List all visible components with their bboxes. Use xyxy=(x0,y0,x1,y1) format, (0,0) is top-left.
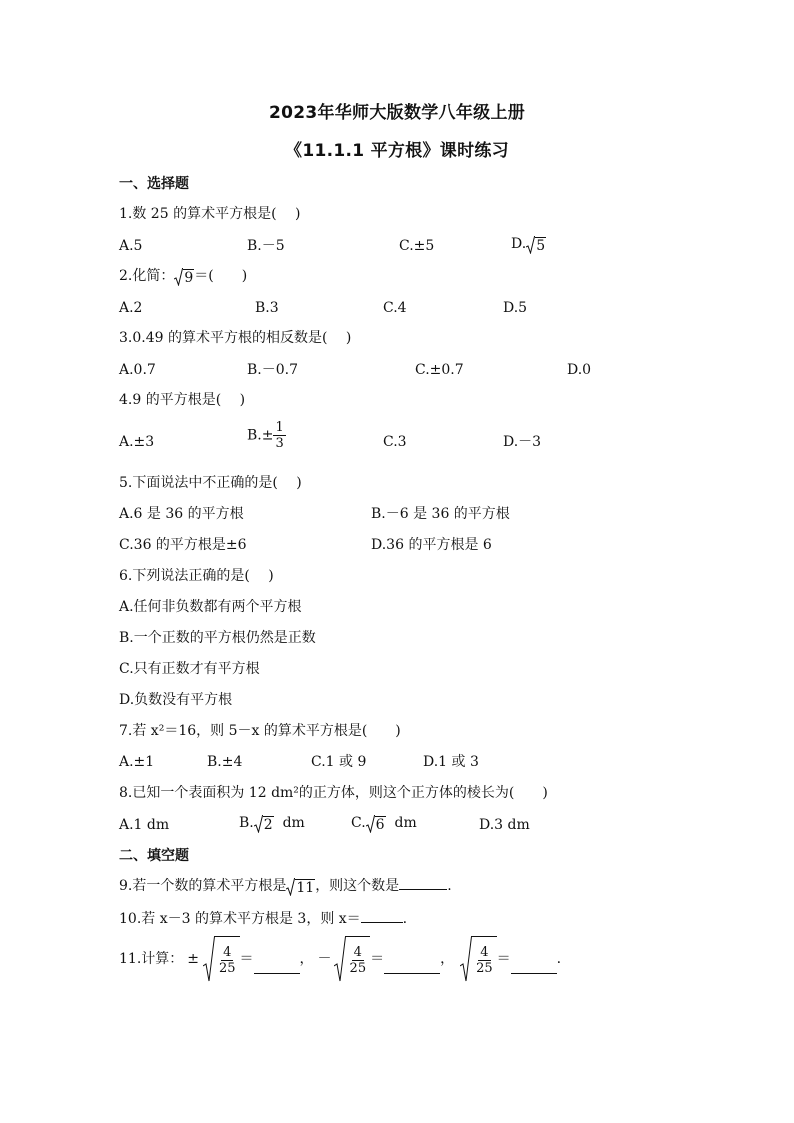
q5-option-a: A.6 是 36 的平方根 xyxy=(119,506,244,522)
q3-option-a: A.0.7 xyxy=(119,362,156,378)
q5-option-c: C.36 的平方根是±6 xyxy=(119,537,247,553)
sqrt-symbol xyxy=(526,236,546,254)
q10-end: . xyxy=(402,911,408,927)
q8-option-d: D.3 dm xyxy=(479,817,530,833)
question-3-stem: 3.0.49 的算术平方根的相反数是( ) xyxy=(119,330,352,346)
answer-blank[interactable] xyxy=(254,959,300,974)
q3-option-d: D.0 xyxy=(567,362,592,378)
q10-prefix: 10.若 x－3 的算术平方根是 3，则 x＝ xyxy=(119,911,361,927)
q6-option-d: D.负数没有平方根 xyxy=(119,692,233,708)
q4-option-c: C.3 xyxy=(383,434,407,450)
question-1-stem: 1.数 25 的算术平方根是( ) xyxy=(119,206,301,222)
q2-radicand: 9 xyxy=(184,270,194,286)
q4-option-a: A.±3 xyxy=(119,434,155,450)
q2-option-a: A.2 xyxy=(119,300,143,316)
q9-prefix: 9.若一个数的算术平方根是 xyxy=(119,878,287,894)
question-11-stem xyxy=(119,936,561,982)
q7-option-a: A.±1 xyxy=(119,754,155,770)
answer-blank[interactable] xyxy=(384,959,440,974)
q1-option-a: A.5 xyxy=(119,238,143,254)
question-5-stem: 5.下面说法中不正确的是( ) xyxy=(119,475,302,491)
sqrt-fraction-1 xyxy=(203,936,240,982)
q6-option-c: C.只有正数才有平方根 xyxy=(119,661,260,677)
q3-option-b: B.－0.7 xyxy=(247,362,299,378)
q9-suffix: ，则这个数是 xyxy=(315,878,400,894)
q8-option-c-label: C. xyxy=(351,815,366,831)
q7-option-b: B.±4 xyxy=(207,754,243,770)
sqrt-symbol xyxy=(334,936,346,982)
sqrt-symbol xyxy=(460,936,472,982)
equals-sign: ＝ xyxy=(239,951,254,967)
fraction xyxy=(348,945,369,976)
q1-option-c: C.±5 xyxy=(399,238,435,254)
question-7-stem: 7.若 x²＝16，则 5－x 的算术平方根是( ) xyxy=(119,723,401,739)
q2-option-d: D.5 xyxy=(503,300,528,316)
fraction-denominator: 3 xyxy=(275,436,284,451)
equals-sign: ＝ xyxy=(370,951,385,967)
fraction xyxy=(217,945,238,976)
question-8-stem: 8.已知一个表面积为 12 dm²的正方体，则这个正方体的棱长为( ) xyxy=(119,785,548,801)
q4-option-d: D.－3 xyxy=(503,434,542,450)
section-heading-fill: 二、填空题 xyxy=(119,848,189,864)
answer-blank[interactable] xyxy=(361,908,403,923)
plus-minus-sign: ± xyxy=(187,951,199,967)
q4-option-b xyxy=(247,420,286,451)
q8-option-b-unit: dm xyxy=(273,815,305,831)
minus-sign: － xyxy=(317,951,332,967)
fraction-denominator: 25 xyxy=(476,961,493,976)
q2-option-c: C.4 xyxy=(383,300,407,316)
q8-option-b xyxy=(239,813,305,833)
fraction-denominator: 25 xyxy=(219,961,236,976)
equals-sign: ＝ xyxy=(496,951,511,967)
fraction xyxy=(273,420,285,451)
answer-blank[interactable] xyxy=(511,959,557,974)
q8-option-b-radicand: 2 xyxy=(263,817,273,833)
sqrt-symbol xyxy=(254,815,274,833)
title-line-1: 2023年华师大版数学八年级上册 xyxy=(268,103,526,123)
answer-blank[interactable] xyxy=(399,875,447,890)
question-4-stem: 4.9 的平方根是( ) xyxy=(119,392,246,408)
fraction xyxy=(474,945,495,976)
q9-end: . xyxy=(447,878,452,894)
q8-option-a: A.1 dm xyxy=(119,817,170,833)
q5-option-d: D.36 的平方根是 6 xyxy=(371,537,492,553)
sqrt-symbol xyxy=(366,815,386,833)
q11-end: . xyxy=(556,951,562,967)
q1-option-d-label: D. xyxy=(511,236,527,252)
q5-option-b: B.－6 是 36 的平方根 xyxy=(371,506,510,522)
q8-option-b-label: B. xyxy=(239,815,254,831)
q7-option-c: C.1 或 9 xyxy=(311,754,367,770)
question-2-stem xyxy=(119,266,247,286)
fraction-numerator: 1 xyxy=(275,420,284,435)
comma: ， xyxy=(299,951,314,967)
q1-option-d xyxy=(511,234,546,254)
q8-option-c xyxy=(351,813,417,833)
q6-option-a: A.任何非负数都有两个平方根 xyxy=(119,599,302,615)
title-line-2: 《11.1.1 平方根》课时练习 xyxy=(285,141,509,161)
sqrt-fraction-2 xyxy=(334,936,371,982)
question-6-stem: 6.下列说法正确的是( ) xyxy=(119,568,274,584)
q6-option-b: B.一个正数的平方根仍然是正数 xyxy=(119,630,316,646)
q1-option-b: B.－5 xyxy=(247,238,285,254)
q1-option-d-radicand: 5 xyxy=(536,238,546,254)
q8-option-c-unit: dm xyxy=(385,815,417,831)
sqrt-symbol xyxy=(203,936,215,982)
comma: ， xyxy=(440,951,455,967)
fraction-numerator: 4 xyxy=(223,945,232,960)
section-heading-choice: 一、选择题 xyxy=(119,176,189,192)
sqrt-fraction-3 xyxy=(460,936,497,982)
q3-option-c: C.±0.7 xyxy=(415,362,464,378)
q4-option-b-label: B.± xyxy=(247,427,274,444)
sqrt-symbol xyxy=(286,878,315,896)
fraction-denominator: 25 xyxy=(349,961,367,976)
question-9-stem xyxy=(119,875,452,896)
q7-option-d: D.1 或 3 xyxy=(423,754,479,770)
fraction-numerator: 4 xyxy=(480,945,489,960)
q8-option-c-radicand: 6 xyxy=(375,817,385,833)
q9-radicand: 11 xyxy=(296,880,315,896)
sqrt-symbol xyxy=(174,268,194,286)
q11-prefix: 11.计算： xyxy=(119,951,184,967)
question-10-stem xyxy=(119,908,407,929)
q2-option-b: B.3 xyxy=(255,300,279,316)
q2-stem-prefix: 2.化简： xyxy=(119,268,175,284)
fraction-numerator: 4 xyxy=(353,945,362,960)
q2-stem-suffix: ＝( ) xyxy=(194,268,248,284)
